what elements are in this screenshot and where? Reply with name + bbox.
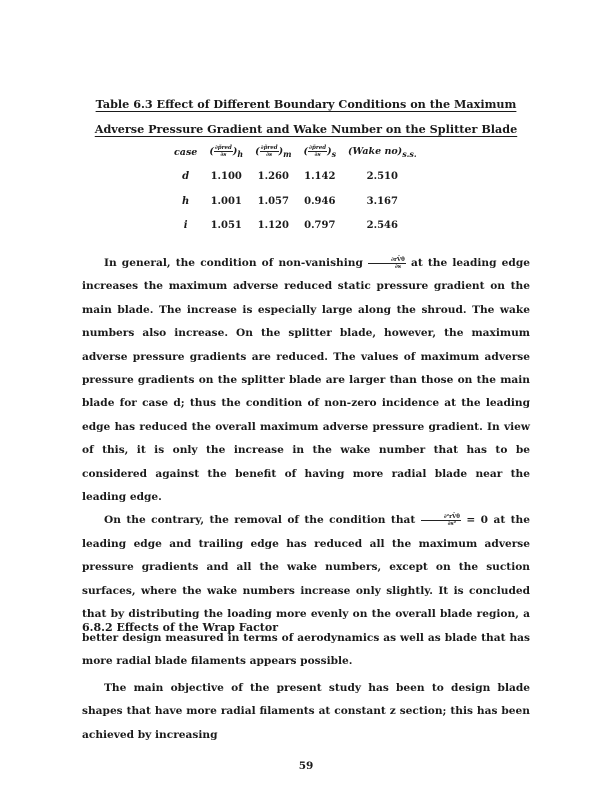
paragraph-1 <box>82 252 530 509</box>
frac-den: ∂s <box>220 152 227 159</box>
text: = 0 at the leading edge and trailing edge has reduced all the maximum adverse pressure gradients and all the wake numbers, except on the suction surfaces, where the wake numbers increase only slightly. It is concluded that by distributing the loading more evenly on the overall blade region, a better design measured in terms of aerodynamics as well as blade that has more radial blade filaments appears possible. <box>82 514 530 667</box>
subscript: m <box>283 150 292 160</box>
wake-label: (Wake no) <box>348 145 403 157</box>
frac-den: ∂s <box>394 263 401 270</box>
header-shroud-gradient: ( $\frac{\text{∂p̃red}}{\partial s}$ )$_s$ <box>303 145 337 160</box>
paragraph-2 <box>82 509 530 673</box>
frac-num: ∂p̃red <box>260 145 278 152</box>
table-caption <box>82 92 530 142</box>
frac-num: ∂rV̄θ <box>368 257 406 264</box>
cell-m: 1.057 <box>257 195 289 207</box>
cell-s: 1.142 <box>304 171 336 183</box>
subscript: h <box>237 150 244 160</box>
text: On the contrary, the removal of the condition that <box>104 514 416 527</box>
header-hub-gradient: ( $\frac{\text{∂p̃red}}{\partial s}$ )$_h$ <box>209 145 244 160</box>
cell-case: i <box>183 220 188 232</box>
subscript: s.s. <box>402 149 417 159</box>
frac-den: ∂s <box>314 152 321 159</box>
cell-h: 1.051 <box>210 220 242 232</box>
frac-num: ∂p̃red <box>214 145 232 152</box>
cell-s: 0.946 <box>304 195 336 207</box>
header-wake-number <box>342 140 423 165</box>
table-title-line-2: Adverse Pressure Gradient and Wake Number on the Splitter Blade <box>94 122 518 136</box>
cell-case: h <box>182 195 190 207</box>
page-number: 59 <box>298 760 314 772</box>
cell-s: 0.797 <box>304 220 336 232</box>
cell-m: 1.260 <box>257 171 289 183</box>
frac-den: ∂s² <box>447 520 457 527</box>
text: In general, the condition of non-vanishing <box>104 257 363 269</box>
paragraph-3: The main objective of the present study has been to design blade shapes that have more radial filaments at constant z section; this has been achieved by increasing <box>82 682 530 741</box>
table-row <box>168 189 423 214</box>
cell-wake: 3.167 <box>366 195 398 207</box>
frac-num: ∂p̃red <box>309 145 327 152</box>
body-text <box>82 252 530 673</box>
table-row <box>168 214 423 239</box>
cell-h: 1.100 <box>210 171 242 183</box>
frac-num: ∂²rV̄θ <box>421 514 461 521</box>
cell-wake: 2.546 <box>366 220 398 232</box>
header-case: case <box>174 146 198 158</box>
text: at the leading edge increases the maximum adverse reduced static pressure gradient on the main blade. The increase is especially large along the shroud. The wake numbers also increase. On the splitter blade, however, the maximum adverse pressure gradients are reduced. The values of maximum adverse pressure gradients on the splitter blade are larger than those on the main blade for case d; thus the condition of non-zero incidence at the leading edge has reduced the overall maximum adverse pressure gradient. In view of this, it is only the increase in the wake number that has to be considered against the benefit of having more radial blade near the leading edge. <box>82 257 530 504</box>
section-heading: 6.8.2 Effects of the Wrap Factor <box>82 621 279 634</box>
body-text-2 <box>82 677 530 747</box>
cell-case: d <box>182 171 190 183</box>
table-title-line-1: Table 6.3 Effect of Different Boundary Conditions on the Maximum <box>95 97 517 111</box>
table-row <box>168 165 423 190</box>
fraction <box>368 257 406 270</box>
frac-den: ∂s <box>266 152 273 159</box>
fraction <box>421 514 461 527</box>
subscript: s <box>331 150 337 160</box>
cell-m: 1.120 <box>257 220 289 232</box>
header-mid-gradient: ( $\frac{\text{∂p̃red}}{\partial s}$ )$_m$ <box>255 145 292 160</box>
table-header-row <box>168 140 423 165</box>
results-table <box>168 140 423 238</box>
cell-h: 1.001 <box>210 195 242 207</box>
cell-wake: 2.510 <box>366 171 398 183</box>
